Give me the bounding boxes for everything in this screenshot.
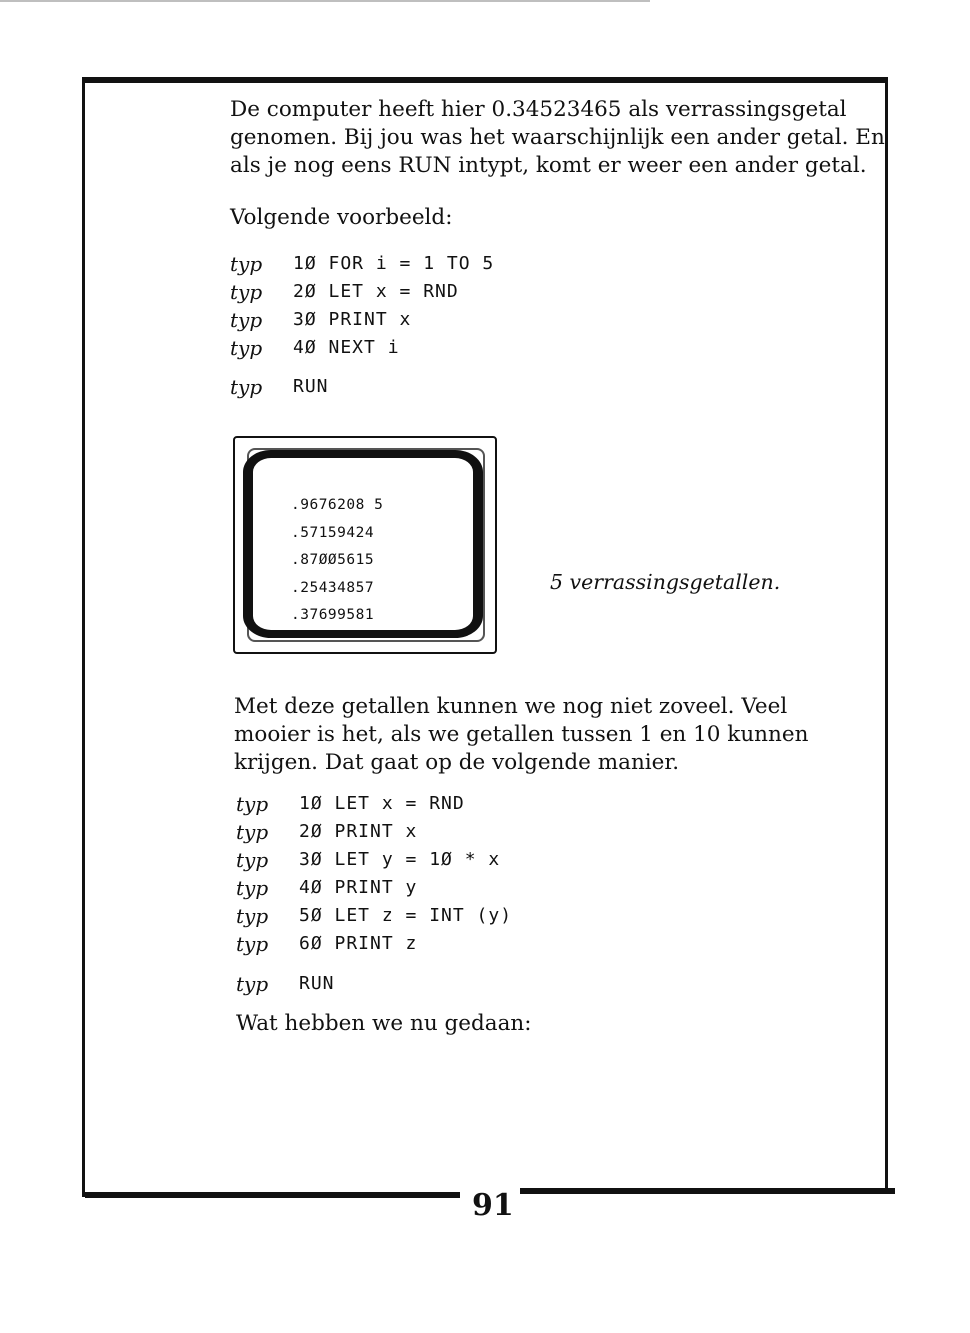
- code-statement: 2Ø PRINT x: [299, 821, 418, 842]
- program-listing-2: [236, 790, 512, 958]
- code-statement: RUN: [299, 973, 335, 994]
- scan-edge-line: [0, 0, 650, 2]
- typ-keyword: typ: [236, 876, 269, 900]
- code-line: [230, 334, 494, 362]
- typ-keyword: typ: [236, 820, 269, 844]
- code-line: [236, 970, 335, 998]
- output-value: .87ØØ5615: [291, 552, 375, 568]
- code-statement: 1Ø LET x = RND: [299, 793, 465, 814]
- code-statement: 4Ø NEXT i: [293, 337, 400, 358]
- code-line: [236, 930, 512, 958]
- random-values-output: [291, 492, 383, 630]
- next-example-label: Volgende voorbeeld:: [230, 205, 453, 230]
- typ-keyword: typ: [236, 848, 269, 872]
- typ-keyword: typ: [236, 904, 269, 928]
- page-frame-bottom-left: [85, 1192, 460, 1198]
- code-statement: 3Ø PRINT x: [293, 309, 412, 330]
- typ-keyword: typ: [230, 308, 263, 332]
- output-value: .9676208 5: [291, 497, 384, 513]
- typ-keyword: typ: [230, 375, 263, 399]
- intro-paragraph: De computer heeft hier 0.34523465 als verrassingsgetal genomen. Bij jou was het waarschijnlijk een ander getal. En als je nog eens RUN intypt, komt er weer een ander getal.: [230, 97, 885, 178]
- code-statement: 5Ø LET z = INT (y): [299, 905, 513, 926]
- code-line: [236, 902, 512, 930]
- code-statement: 4Ø PRINT y: [299, 877, 418, 898]
- output-value: .57159424: [291, 524, 375, 541]
- page-number: 91: [472, 1188, 514, 1223]
- code-line: [230, 306, 494, 334]
- page-frame-top: [82, 77, 888, 83]
- code-statement: 2Ø LET x = RND: [293, 281, 459, 302]
- code-statement: 6Ø PRINT z: [299, 933, 418, 954]
- typ-keyword: typ: [236, 932, 269, 956]
- run-command-1: [230, 373, 329, 401]
- outro-text: Wat hebben we nu gedaan:: [236, 1011, 532, 1036]
- page-frame-right: [885, 77, 888, 1192]
- code-line: [236, 874, 512, 902]
- typ-keyword: typ: [230, 280, 263, 304]
- code-statement: 3Ø LET y = 1Ø * x: [299, 849, 501, 870]
- typ-keyword: typ: [236, 792, 269, 816]
- typ-keyword: typ: [230, 336, 263, 360]
- code-line: [236, 846, 512, 874]
- code-line: [236, 790, 512, 818]
- code-line: [230, 373, 329, 401]
- code-statement: RUN: [293, 376, 329, 397]
- tv-screen-illustration: [233, 436, 497, 654]
- code-line: [230, 278, 494, 306]
- program-listing-1: [230, 250, 494, 362]
- typ-keyword: typ: [230, 252, 263, 276]
- screen-caption: 5 verrassingsgetallen.: [550, 570, 781, 594]
- page-frame-left: [82, 77, 85, 1197]
- output-value: .37699581: [291, 607, 375, 623]
- code-statement: 1Ø FOR i = 1 TO 5: [293, 253, 495, 274]
- code-line: [236, 818, 512, 846]
- middle-paragraph: Met deze getallen kunnen we nog niet zoveel. Veel mooier is het, als we getallen tussen 1 en 10 kunnen krijgen. Dat gaat op de volgende manier.: [234, 694, 809, 775]
- page-frame-bottom-right: [520, 1188, 895, 1194]
- code-line: [230, 250, 494, 278]
- output-value: .25434857: [291, 579, 375, 596]
- typ-keyword: typ: [236, 972, 269, 996]
- run-command-2: [236, 970, 335, 998]
